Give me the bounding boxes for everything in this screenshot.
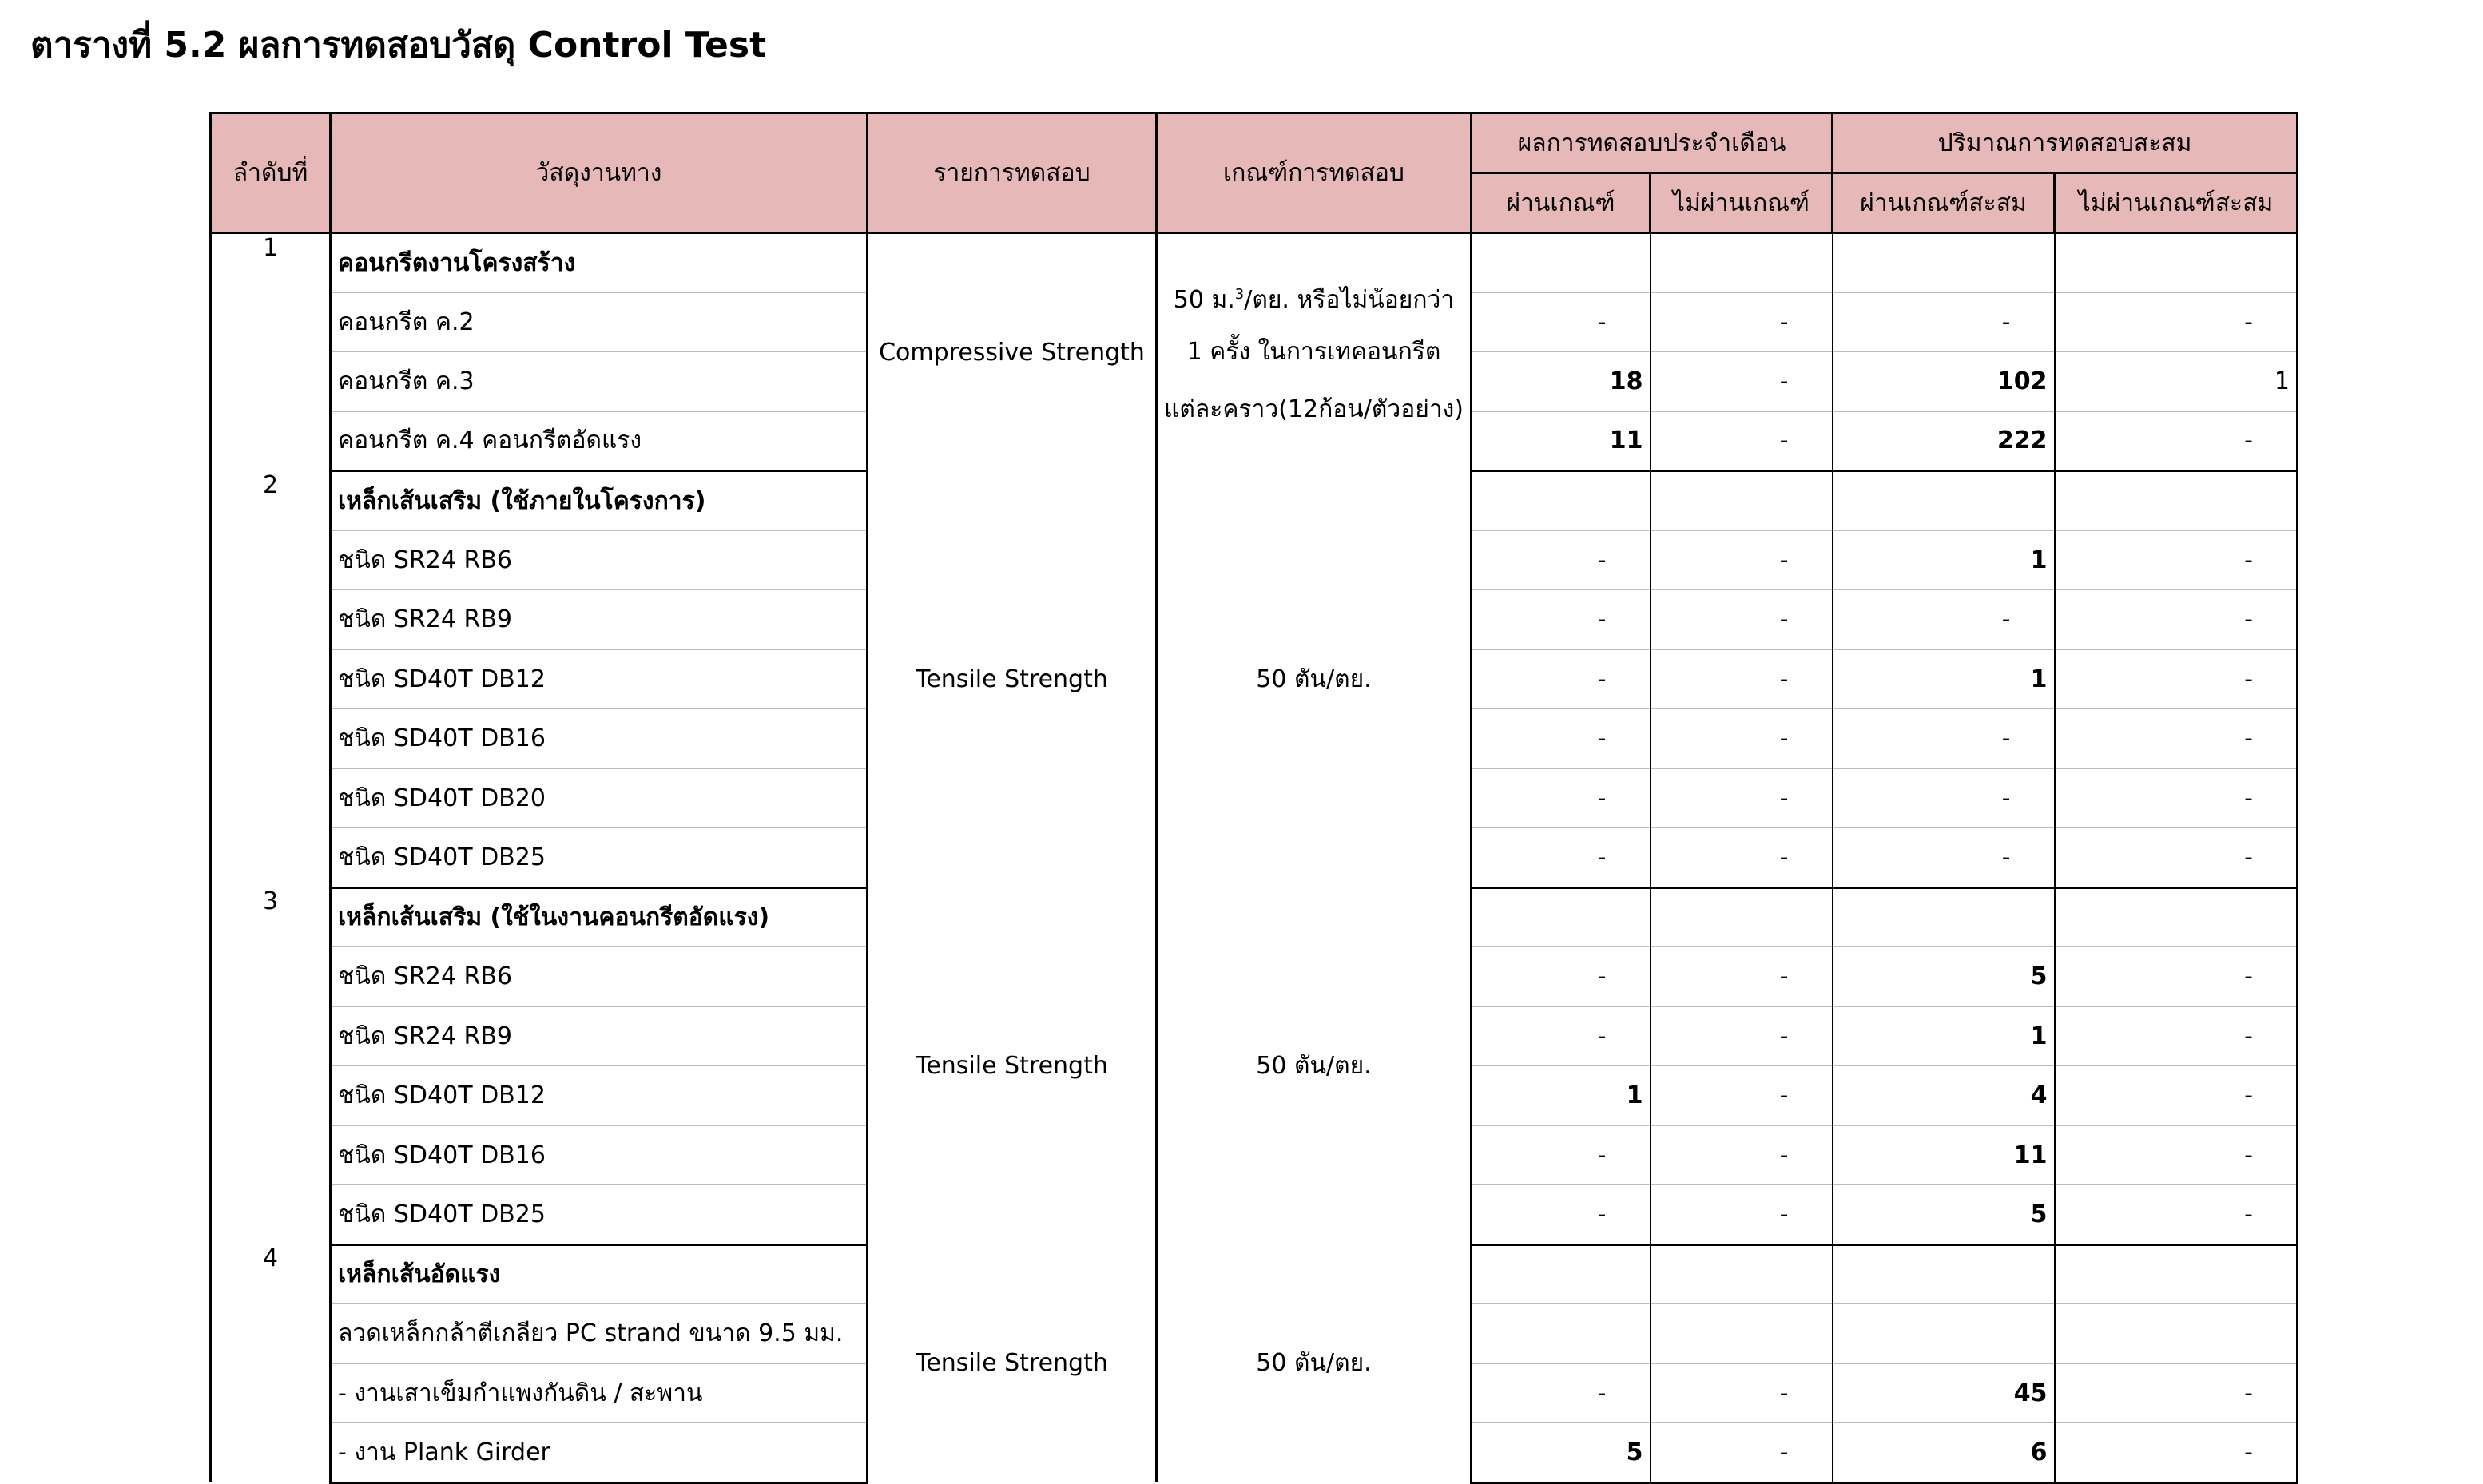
material-name: ชนิด SR24 RB9 — [331, 590, 868, 650]
material-name: ชนิด SD40T DB16 — [331, 1125, 868, 1185]
pass-cum-cell — [1833, 1304, 2055, 1364]
fail-cum-cell: - — [2055, 530, 2298, 590]
pass-cell: - — [1472, 1006, 1651, 1066]
fail-cum-cell: - — [2055, 947, 2298, 1007]
material-name: คอนกรีต ค.2 — [331, 292, 868, 352]
material-name: ลวดเหล็กกล้าตีเกลียว PC strand ขนาด 9.5 มม. — [331, 1304, 868, 1364]
empty-cell — [1472, 471, 1651, 531]
empty-cell — [1833, 233, 2055, 293]
material-name: ชนิด SD40T DB16 — [331, 709, 868, 769]
empty-cell — [2055, 1244, 2298, 1304]
empty-cell — [1651, 1244, 1833, 1304]
empty-cell — [1472, 1244, 1651, 1304]
page-title: ตารางที่ 5.2 ผลการทดสอบวัสดุ Control Test — [30, 25, 767, 65]
fail-cum-cell: - — [2055, 292, 2298, 352]
fail-cell: - — [1651, 947, 1833, 1007]
group-title: คอนกรีตงานโครงสร้าง — [331, 233, 868, 293]
pass-cum-cell: 45 — [1833, 1363, 2055, 1423]
material-name: คอนกรีต ค.3 — [331, 352, 868, 412]
header-material: วัสดุงานทาง — [331, 113, 868, 233]
fail-cum-cell: - — [2055, 1066, 2298, 1126]
fail-cum-cell: - — [2055, 1125, 2298, 1185]
pass-cell: - — [1472, 1363, 1651, 1423]
pass-cell — [1472, 1304, 1651, 1364]
pass-cell: - — [1472, 768, 1651, 828]
group-title-row — [211, 471, 2298, 531]
pass-cell: 18 — [1472, 352, 1651, 412]
header-seq: ลำดับที่ — [211, 113, 331, 233]
empty-cell — [1833, 471, 2055, 531]
pass-cum-cell: 222 — [1833, 411, 2055, 471]
fail-cum-cell: - — [2055, 1006, 2298, 1066]
pass-cell: - — [1472, 590, 1651, 650]
fail-cell: - — [1651, 530, 1833, 590]
header-monthly: ผลการทดสอบประจำเดือน — [1472, 113, 1833, 173]
pass-cell: - — [1472, 1125, 1651, 1185]
material-name: คอนกรีต ค.4 คอนกรีตอัดแรง — [331, 411, 868, 471]
group-seq: 3 — [211, 887, 331, 1244]
test-item: Tensile Strength — [868, 1244, 1157, 1482]
criteria-text: /ตย. หรือไม่น้อยกว่า — [1244, 286, 1455, 315]
pass-cell: 11 — [1472, 411, 1651, 471]
pass-cum-cell: 4 — [1833, 1066, 2055, 1126]
pass-cell: - — [1472, 1185, 1651, 1245]
control-test-table — [209, 112, 2298, 1484]
header-pass-cum: ผ่านเกณฑ์สะสม — [1833, 173, 2055, 233]
criteria-superscript: 3 — [1234, 286, 1245, 304]
pass-cell: - — [1472, 828, 1651, 888]
pass-cell: - — [1472, 649, 1651, 709]
fail-cell — [1651, 1304, 1833, 1364]
pass-cell: - — [1472, 947, 1651, 1007]
empty-cell — [1472, 233, 1651, 293]
fail-cum-cell: - — [2055, 828, 2298, 888]
material-name: ชนิด SR24 RB9 — [331, 1006, 868, 1066]
group-title: เหล็กเส้นเสริม (ใช้ภายในโครงการ) — [331, 471, 868, 531]
group-seq: 2 — [211, 471, 331, 888]
material-name: ชนิด SR24 RB6 — [331, 947, 868, 1007]
material-name: ชนิด SD40T DB25 — [331, 828, 868, 888]
criteria-line: แต่ละคราว(12ก้อน/ตัวอย่าง) — [1164, 395, 1464, 424]
fail-cell: - — [1651, 1363, 1833, 1423]
fail-cum-cell: - — [2055, 649, 2298, 709]
empty-cell — [1472, 887, 1651, 947]
fail-cell: - — [1651, 709, 1833, 769]
fail-cum-cell: - — [2055, 1363, 2298, 1423]
empty-cell — [2055, 887, 2298, 947]
fail-cell: - — [1651, 828, 1833, 888]
test-item: Tensile Strength — [868, 887, 1157, 1244]
criteria-line — [1164, 266, 1464, 323]
pass-cum-cell: 1 — [1833, 649, 2055, 709]
fail-cum-cell: - — [2055, 411, 2298, 471]
test-item: Compressive Strength — [868, 233, 1157, 471]
pass-cum-cell: 1 — [1833, 1006, 2055, 1066]
empty-cell — [1651, 233, 1833, 293]
test-item: Tensile Strength — [868, 471, 1157, 888]
fail-cell: - — [1651, 292, 1833, 352]
fail-cum-cell: - — [2055, 768, 2298, 828]
material-name: - งาน Plank Girder — [331, 1423, 868, 1483]
empty-cell — [1651, 471, 1833, 531]
material-name: ชนิด SR24 RB6 — [331, 530, 868, 590]
pass-cum-cell: - — [1833, 292, 2055, 352]
table-body — [211, 233, 2298, 1483]
group-title-row — [211, 1244, 2298, 1304]
pass-cum-cell: - — [1833, 590, 2055, 650]
header-criteria: เกณฑ์การทดสอบ — [1157, 113, 1472, 233]
fail-cum-cell: - — [2055, 1185, 2298, 1245]
criteria-line: 1 ครั้ง ในการเทคอนกรีต — [1186, 338, 1441, 367]
header-fail-cum: ไม่ผ่านเกณฑ์สะสม — [2055, 173, 2298, 233]
fail-cell: - — [1651, 1185, 1833, 1245]
group-title: เหล็กเส้นอัดแรง — [331, 1244, 868, 1304]
fail-cum-cell — [2055, 1304, 2298, 1364]
empty-cell — [2055, 233, 2298, 293]
group-seq: 1 — [211, 233, 331, 471]
fail-cell: - — [1651, 1423, 1833, 1483]
test-criteria: 50 ตัน/ตย. — [1157, 887, 1472, 1244]
fail-cum-cell: - — [2055, 709, 2298, 769]
fail-cell: - — [1651, 1006, 1833, 1066]
criteria-text: 50 ม. — [1173, 286, 1235, 315]
header-test-item: รายการทดสอบ — [868, 113, 1157, 233]
header-cumulative: ปริมาณการทดสอบสะสม — [1833, 113, 2298, 173]
header-pass: ผ่านเกณฑ์ — [1472, 173, 1651, 233]
empty-cell — [1833, 887, 2055, 947]
pass-cum-cell: - — [1833, 709, 2055, 769]
fail-cell: - — [1651, 1125, 1833, 1185]
pass-cell: - — [1472, 292, 1651, 352]
fail-cell: - — [1651, 1066, 1833, 1126]
pass-cum-cell: 6 — [1833, 1423, 2055, 1483]
material-name: ชนิด SD40T DB20 — [331, 768, 868, 828]
fail-cell: - — [1651, 352, 1833, 412]
material-name: - งานเสาเข็มกำแพงกันดิน / สะพาน — [331, 1363, 868, 1423]
material-name: ชนิด SD40T DB12 — [331, 1066, 868, 1126]
header-fail: ไม่ผ่านเกณฑ์ — [1651, 173, 1833, 233]
pass-cell: - — [1472, 530, 1651, 590]
pass-cum-cell: 1 — [1833, 530, 2055, 590]
fail-cell: - — [1651, 768, 1833, 828]
fail-cell: - — [1651, 649, 1833, 709]
test-criteria: 50 ตัน/ตย. — [1157, 1244, 1472, 1482]
fail-cum-cell: - — [2055, 1423, 2298, 1483]
pass-cum-cell: 5 — [1833, 947, 2055, 1007]
pass-cum-cell: 102 — [1833, 352, 2055, 412]
empty-cell — [1833, 1244, 2055, 1304]
empty-cell — [1651, 887, 1833, 947]
empty-cell — [2055, 471, 2298, 531]
fail-cum-cell: 1 — [2055, 352, 2298, 412]
fail-cell: - — [1651, 590, 1833, 650]
pass-cell: 1 — [1472, 1066, 1651, 1126]
test-criteria: 50 ตัน/ตย. — [1157, 471, 1472, 888]
group-seq: 4 — [211, 1244, 331, 1482]
material-name: ชนิด SD40T DB12 — [331, 649, 868, 709]
group-title: เหล็กเส้นเสริม (ใช้ในงานคอนกรีตอัดแรง) — [331, 887, 868, 947]
pass-cell: 5 — [1472, 1423, 1651, 1483]
pass-cell: - — [1472, 709, 1651, 769]
fail-cum-cell: - — [2055, 590, 2298, 650]
pass-cum-cell: 11 — [1833, 1125, 2055, 1185]
test-criteria — [1157, 233, 1472, 471]
group-title-row — [211, 887, 2298, 947]
material-name: ชนิด SD40T DB25 — [331, 1185, 868, 1245]
table-header — [211, 113, 2298, 233]
group-title-row — [211, 233, 2298, 293]
pass-cum-cell: - — [1833, 828, 2055, 888]
pass-cum-cell: 5 — [1833, 1185, 2055, 1245]
fail-cell: - — [1651, 411, 1833, 471]
pass-cum-cell: - — [1833, 768, 2055, 828]
